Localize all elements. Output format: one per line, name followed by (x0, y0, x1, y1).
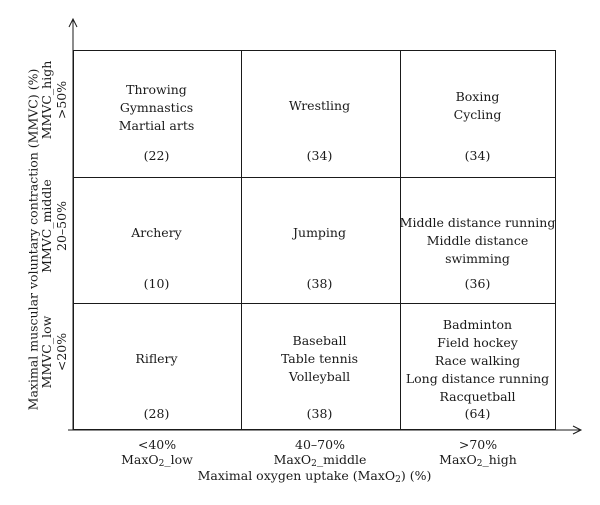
x-col-label-low (77, 437, 237, 472)
cell-middle-high (399, 176, 556, 302)
y-row-label-high (39, 38, 73, 162)
y-row-label-middle (39, 164, 73, 288)
athlete-count: (64) (464, 406, 491, 421)
cell-high-low (73, 50, 240, 176)
sport-name: Racquetball (439, 389, 516, 404)
sport-name: Volleyball (288, 369, 351, 384)
y-row-label-low (39, 290, 73, 414)
sport-list (73, 81, 240, 135)
sport-name: Middle distance swimming (426, 233, 529, 266)
sport-list (399, 88, 556, 124)
sport-name: Middle distance running (399, 215, 556, 230)
x-col-name: MaxO$_2$_high (439, 452, 517, 469)
sport-name: Jumping (293, 225, 346, 240)
cell-middle-middle (240, 176, 399, 302)
cell-high-high (399, 50, 556, 176)
sport-list (240, 97, 399, 115)
sport-name: Baseball (292, 333, 347, 348)
sport-name: Long distance running (405, 371, 550, 386)
cell-middle-low (73, 176, 240, 302)
sport-name: Riflery (135, 351, 178, 366)
y-row-name: MMVC_middle (39, 179, 54, 273)
x-axis-title: Maximal oxygen uptake (MaxO$_2$) (%) (197, 468, 432, 485)
sport-name: Table tennis (280, 351, 359, 366)
x-col-label-high (398, 437, 558, 472)
x-col-range: >70% (458, 437, 498, 452)
y-row-name: MMVC_high (39, 60, 54, 140)
sport-name: Wrestling (288, 98, 351, 113)
sport-name: Archery (131, 225, 182, 240)
sport-list (399, 316, 556, 406)
sport-name: Race walking (434, 353, 521, 368)
athlete-count: (34) (306, 148, 333, 163)
athlete-count: (10) (143, 276, 170, 291)
sport-name: Field hockey (437, 335, 518, 350)
athlete-count: (34) (464, 148, 491, 163)
y-row-range: 20–50% (54, 201, 69, 251)
sport-list (73, 224, 240, 242)
athlete-count: (36) (464, 276, 491, 291)
cell-low-low (73, 302, 240, 430)
athlete-count: (22) (143, 148, 170, 163)
cell-high-middle (240, 50, 399, 176)
sport-name: Gymnastics (119, 100, 194, 115)
athlete-count: (38) (306, 406, 333, 421)
sport-name: Martial arts (118, 118, 195, 133)
sport-list (240, 224, 399, 242)
cell-low-high (399, 302, 556, 430)
sport-list (399, 214, 556, 268)
sport-name: Badminton (442, 317, 513, 332)
sport-name: Cycling (453, 107, 502, 122)
x-col-range: 40–70% (295, 437, 345, 452)
y-row-name: MMVC_low (39, 315, 54, 389)
y-axis-title: Maximal muscular voluntary contraction (MMVC) (%) (25, 68, 41, 411)
x-col-label-middle (240, 437, 400, 472)
x-col-name: MaxO$_2$_low (121, 452, 193, 469)
cell-low-middle (240, 302, 399, 430)
athlete-count: (28) (143, 406, 170, 421)
athlete-count: (38) (306, 276, 333, 291)
x-col-range: <40% (137, 437, 177, 452)
y-row-range: <20% (54, 332, 69, 372)
sport-name: Boxing (455, 89, 500, 104)
sport-list (73, 350, 240, 368)
sport-list (240, 332, 399, 386)
x-col-name: MaxO$_2$_middle (273, 452, 367, 469)
sport-name: Throwing (126, 82, 187, 97)
y-row-range: >50% (54, 80, 69, 120)
